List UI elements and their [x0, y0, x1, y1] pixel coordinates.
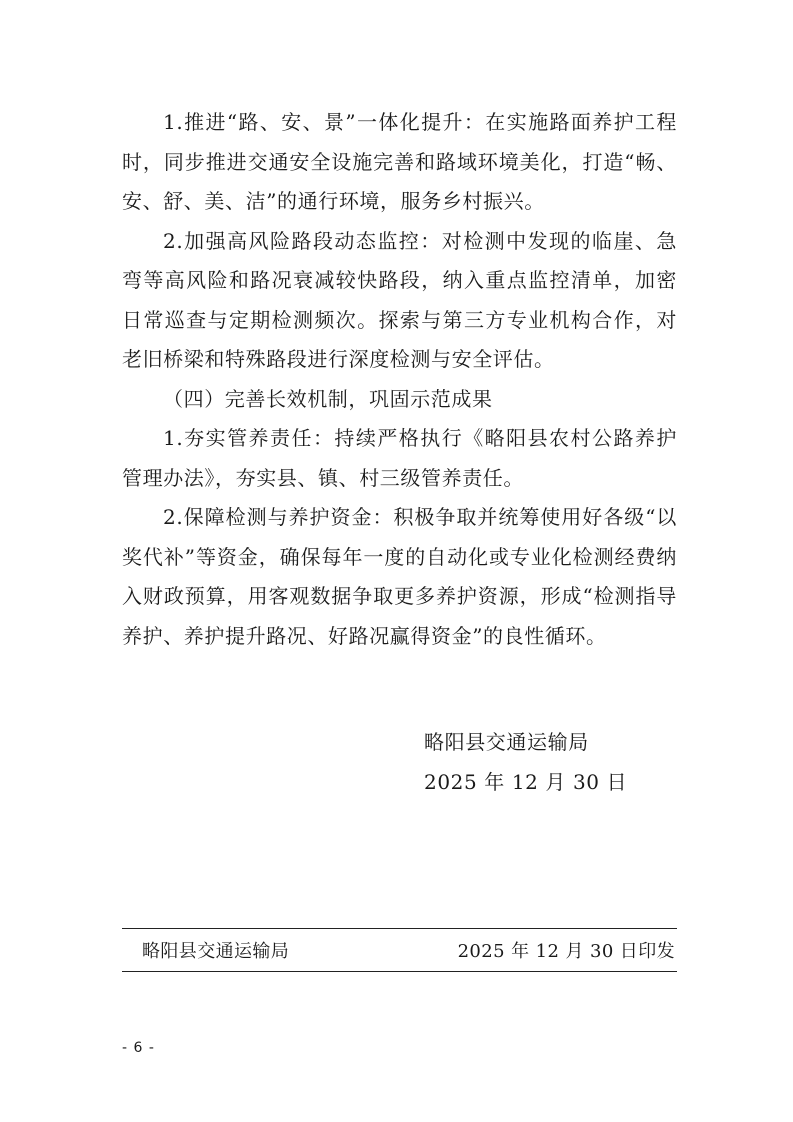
signature-block [424, 722, 684, 802]
paragraph-maintenance-responsibility: 1.夯实管养责任：持续严格执行《略阳县农村公路养护管理办法》，夯实县、镇、村三级管养责任。 [122, 426, 677, 490]
signature-date: 2025 年 12 月 30 日 [424, 770, 628, 794]
footer-row [122, 929, 677, 971]
issuance-footer [122, 928, 677, 972]
section-heading-long-term-mechanism: （四）完善长效机制，巩固示范成果 [163, 386, 493, 411]
paragraph-funding-guarantee: 2.保障检测与养护资金：积极争取并统筹使用好各级“以奖代补”等资金，确保每年一度的自动化或专业化检测经费纳入财政预算，用客观数据争取更多养护资源，形成“检测指导养护、养护提升路况、好路况赢得资金”的良性循环。 [122, 505, 677, 648]
paragraph-road-safety-scenery: 1.推进“路、安、景”一体化提升：在实施路面养护工程时，同步推进交通安全设施完善和路域环境美化，打造“畅、安、舒、美、洁”的通行环境，服务乡村振兴。 [122, 110, 677, 213]
footer-issue-date: 2025 年 12 月 30 日印发 [457, 941, 675, 962]
document-body [122, 103, 677, 656]
footer-bottom-rule [122, 971, 677, 972]
signature-organization: 略阳县交通运输局 [424, 730, 589, 754]
footer-issuer: 略阳县交通运输局 [142, 941, 290, 962]
paragraph-high-risk-monitoring: 2.加强高风险路段动态监控：对检测中发现的临崖、急弯等高风险和路况衰减较快路段，纳入重点监控清单，加密日常巡查与定期检测频次。探索与第三方专业机构合作，对老旧桥梁和特殊路段进行深度检测与安全评估。 [122, 228, 677, 371]
page-number: - 6 - [122, 1040, 155, 1056]
